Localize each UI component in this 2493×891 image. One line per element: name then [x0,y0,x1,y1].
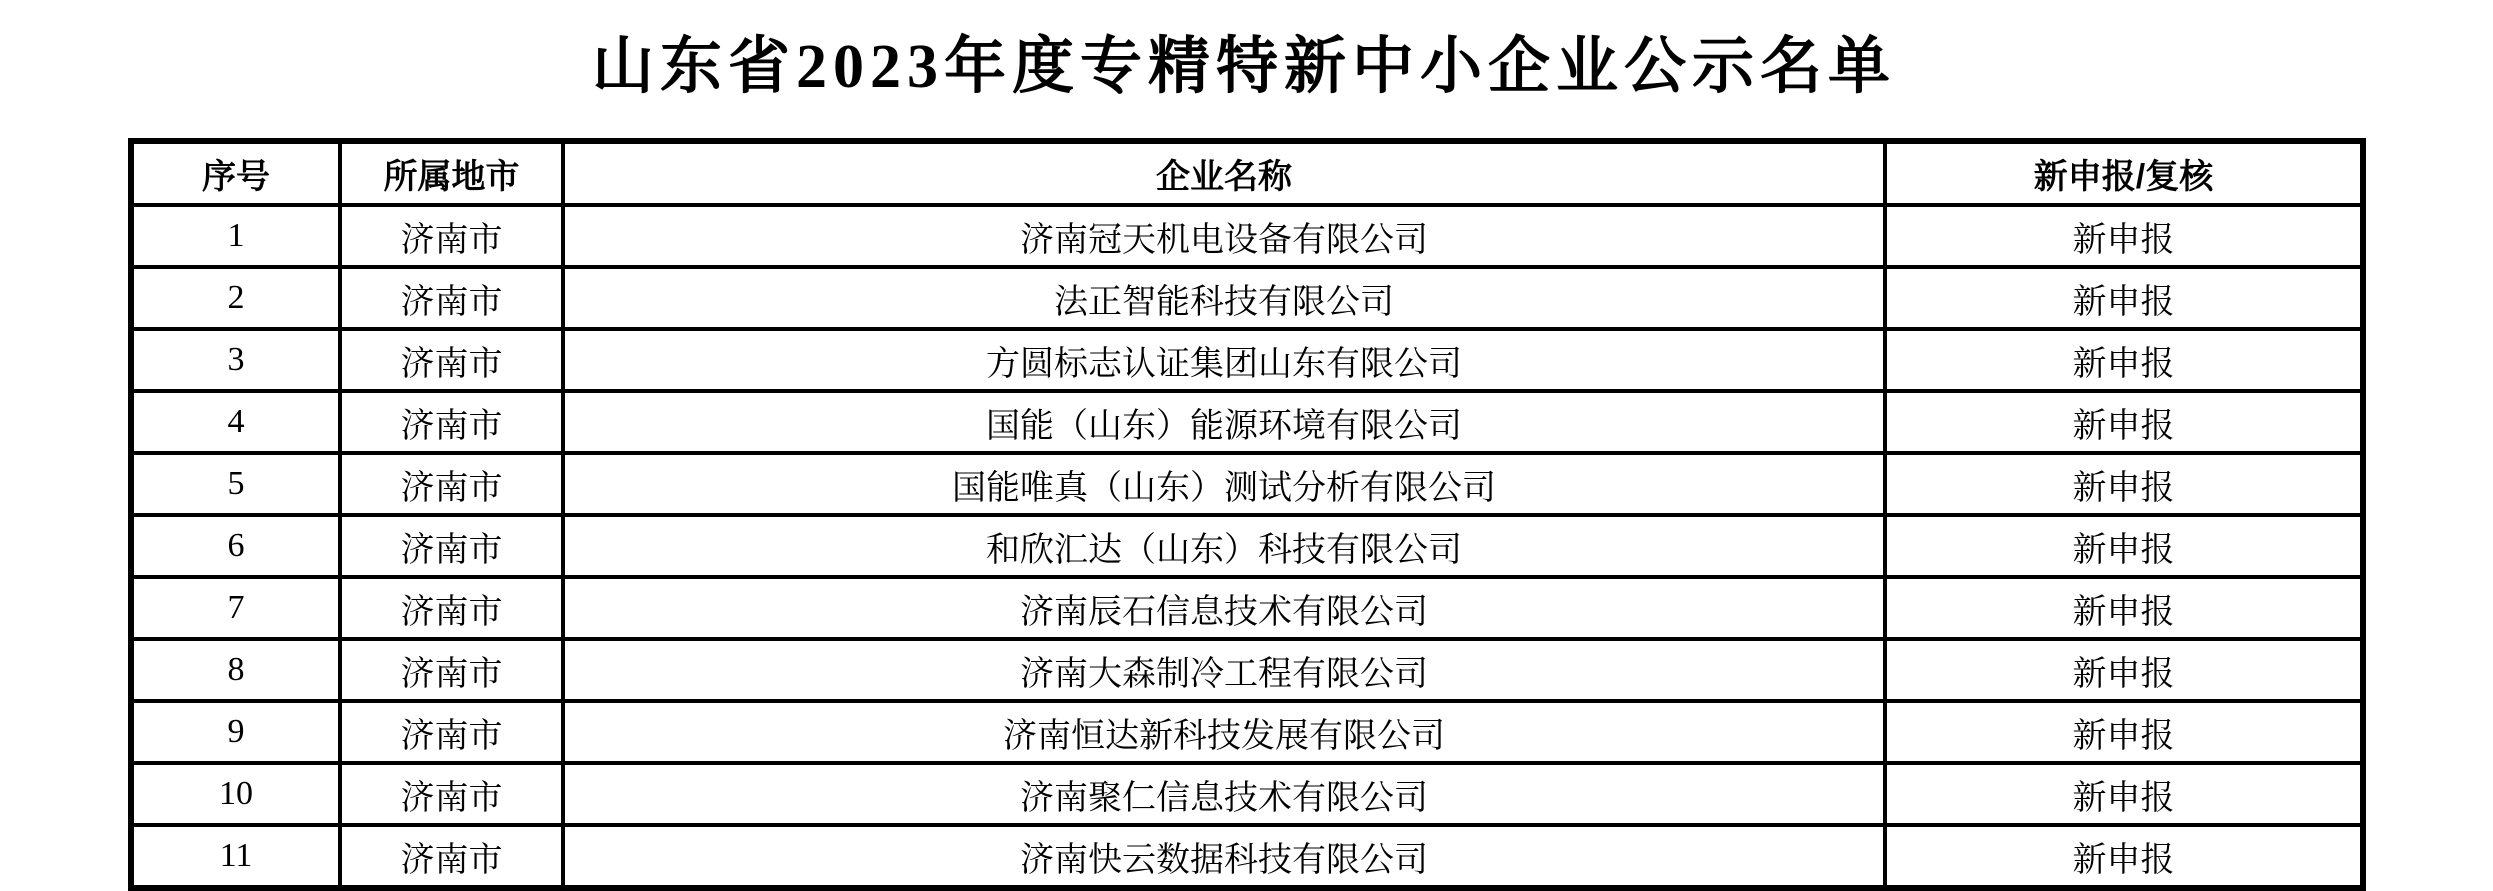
status-cell: 新申报 [1885,515,2363,577]
status-cell: 新申报 [1885,639,2363,701]
name-cell: 济南恒达新科技发展有限公司 [563,701,1885,763]
table-body [131,205,2363,888]
name-cell: 济南大森制冷工程有限公司 [563,639,1885,701]
city-cell: 济南市 [340,825,563,888]
city-cell: 济南市 [340,639,563,701]
name-cell: 国能（山东）能源环境有限公司 [563,391,1885,453]
status-cell: 新申报 [1885,825,2363,888]
name-cell: 济南辰石信息技术有限公司 [563,577,1885,639]
city-cell: 济南市 [340,267,563,329]
page-title: 山东省2023年度专精特新中小企业公示名单 [591,33,1896,101]
table-row [131,329,2363,391]
col-header-seq: 序号 [131,141,340,205]
table-row [131,577,2363,639]
name-cell: 法正智能科技有限公司 [563,267,1885,329]
city-cell: 济南市 [340,391,563,453]
city-cell: 济南市 [340,205,563,267]
status-cell: 新申报 [1885,391,2363,453]
name-cell: 济南冠天机电设备有限公司 [563,205,1885,267]
table-row [131,639,2363,701]
seq-cell: 10 [131,763,340,825]
city-cell: 济南市 [340,453,563,515]
seq-cell: 3 [131,329,340,391]
city-cell: 济南市 [340,577,563,639]
city-cell: 济南市 [340,329,563,391]
seq-cell: 9 [131,701,340,763]
city-cell: 济南市 [340,763,563,825]
name-cell: 济南聚仁信息技术有限公司 [563,763,1885,825]
status-cell: 新申报 [1885,205,2363,267]
table-row [131,205,2363,267]
seq-cell: 6 [131,515,340,577]
table-row [131,391,2363,453]
city-cell: 济南市 [340,701,563,763]
seq-cell: 1 [131,205,340,267]
table-row [131,267,2363,329]
table-header-row [131,141,2363,205]
seq-cell: 5 [131,453,340,515]
table-row [131,515,2363,577]
table-row [131,763,2363,825]
city-cell: 济南市 [340,515,563,577]
seq-cell: 7 [131,577,340,639]
table-row [131,825,2363,888]
status-cell: 新申报 [1885,329,2363,391]
status-cell: 新申报 [1885,763,2363,825]
seq-cell: 4 [131,391,340,453]
table-row [131,701,2363,763]
col-header-name: 企业名称 [563,141,1885,205]
col-header-status: 新申报/复核 [1885,141,2363,205]
status-cell: 新申报 [1885,453,2363,515]
name-cell: 济南快云数据科技有限公司 [563,825,1885,888]
seq-cell: 2 [131,267,340,329]
name-cell: 方圆标志认证集团山东有限公司 [563,329,1885,391]
name-cell: 国能唯真（山东）测试分析有限公司 [563,453,1885,515]
table-row [131,453,2363,515]
seq-cell: 11 [131,825,340,888]
status-cell: 新申报 [1885,701,2363,763]
name-cell: 和欣汇达（山东）科技有限公司 [563,515,1885,577]
status-cell: 新申报 [1885,577,2363,639]
status-cell: 新申报 [1885,267,2363,329]
seq-cell: 8 [131,639,340,701]
col-header-city: 所属地市 [340,141,563,205]
company-table [128,138,2366,891]
